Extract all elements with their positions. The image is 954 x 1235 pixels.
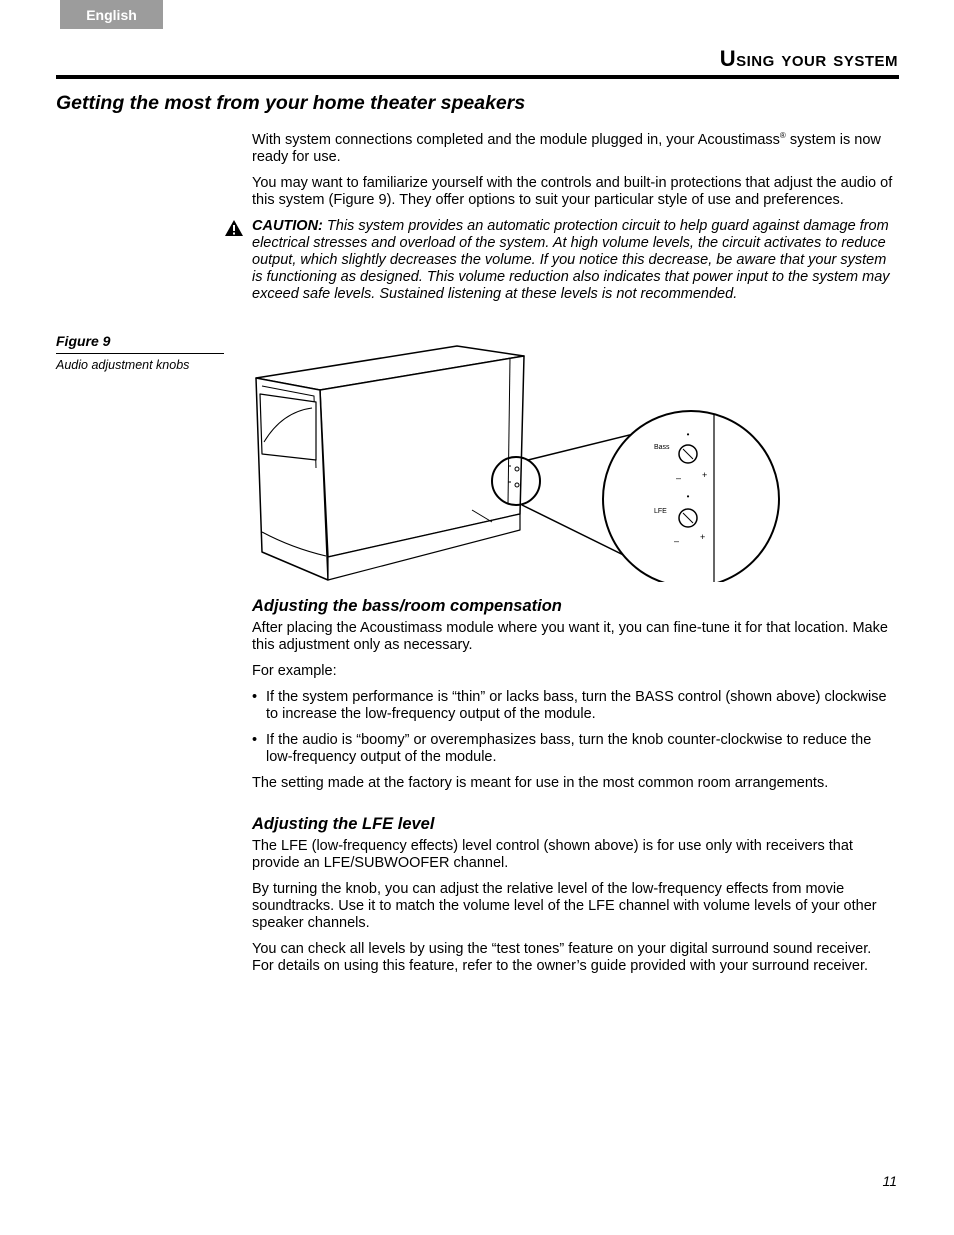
bass-plus: + xyxy=(702,470,708,480)
language-tab[interactable]: English xyxy=(60,0,163,29)
lfe-section-title: Adjusting the LFE level xyxy=(252,815,435,833)
lfe-paragraph-3: You can check all levels by using the “test tones” feature on your digital surround sound receiver. For details on using this feature, refer to the owner’s guide provided with your surround receiver. xyxy=(252,941,872,974)
bass-paragraph-3: The setting made at the factory is meant for use in the most common room arrangements. xyxy=(252,775,829,791)
section-divider xyxy=(56,75,899,79)
bass-dot: • xyxy=(686,430,690,439)
caution-paragraph: CAUTION: This system provides an automatic protection circuit to help guard against damage from electrical stresses and overload of the system. At high volume levels, the circuit activates to reduce output, which slightly decreases the volume. If you notice this decrease, be aware that your system is functioning as designed. This volume reduction also indicates that power input to the system may exceed safe levels. Sustained listening at these levels is not recommended. xyxy=(252,218,897,303)
list-item: • If the audio is “boomy” or overemphasizes bass, turn the knob counter-clockwise to reduce the low-frequency output of the module. xyxy=(252,732,897,766)
bass-minus: – xyxy=(676,473,682,483)
intro-paragraph-1: With system connections completed and the module plugged in, your Acoustimass® system is now ready for use. xyxy=(252,131,881,165)
acoustimass-module-illustration xyxy=(252,342,784,582)
lfe-section xyxy=(252,816,897,984)
bass-label: Bass xyxy=(654,444,670,451)
bass-section-title: Adjusting the bass/room compensation xyxy=(252,597,562,615)
bass-paragraph-2: For example: xyxy=(252,663,337,679)
bass-section xyxy=(252,598,897,801)
warning-icon xyxy=(224,219,244,237)
bass-paragraph-1: After placing the Acoustimass module where you want it, you can fine-tune it for that location. Make this adjustment only as necessary. xyxy=(252,620,888,653)
intro-paragraph-2: You may want to familiarize yourself with the controls and built-in protections that adjust the audio of this system (Figure 9). They offer options to suit your particular style of use and preferences. xyxy=(252,174,893,208)
figure-caption: Audio adjustment knobs xyxy=(56,358,190,372)
lfe-label: LFE xyxy=(654,508,667,515)
page-heading: Getting the most from your home theater speakers xyxy=(56,92,526,114)
bass-bullet-list xyxy=(252,689,897,766)
intro-block xyxy=(252,127,897,312)
lfe-minus: – xyxy=(674,536,680,546)
lfe-plus: + xyxy=(700,532,706,542)
lfe-dot: • xyxy=(686,492,690,501)
figure-label: Figure 9 xyxy=(56,333,224,354)
page-number: 11 xyxy=(882,1173,897,1189)
list-item: • If the system performance is “thin” or lacks bass, turn the BASS control (shown above) clockwise to increase the low-frequency output of the module. xyxy=(252,689,897,723)
lfe-paragraph-2: By turning the knob, you can adjust the relative level of the low-frequency effects from movie soundtracks. Use it to match the volume level of the LFE channel with volume levels of your other speaker channels. xyxy=(252,881,877,931)
section-title: Using your system xyxy=(719,46,898,71)
lfe-paragraph-1: The LFE (low-frequency effects) level control (shown above) is for use only with receivers that provide an LFE/SUBWOOFER channel. xyxy=(252,838,853,871)
